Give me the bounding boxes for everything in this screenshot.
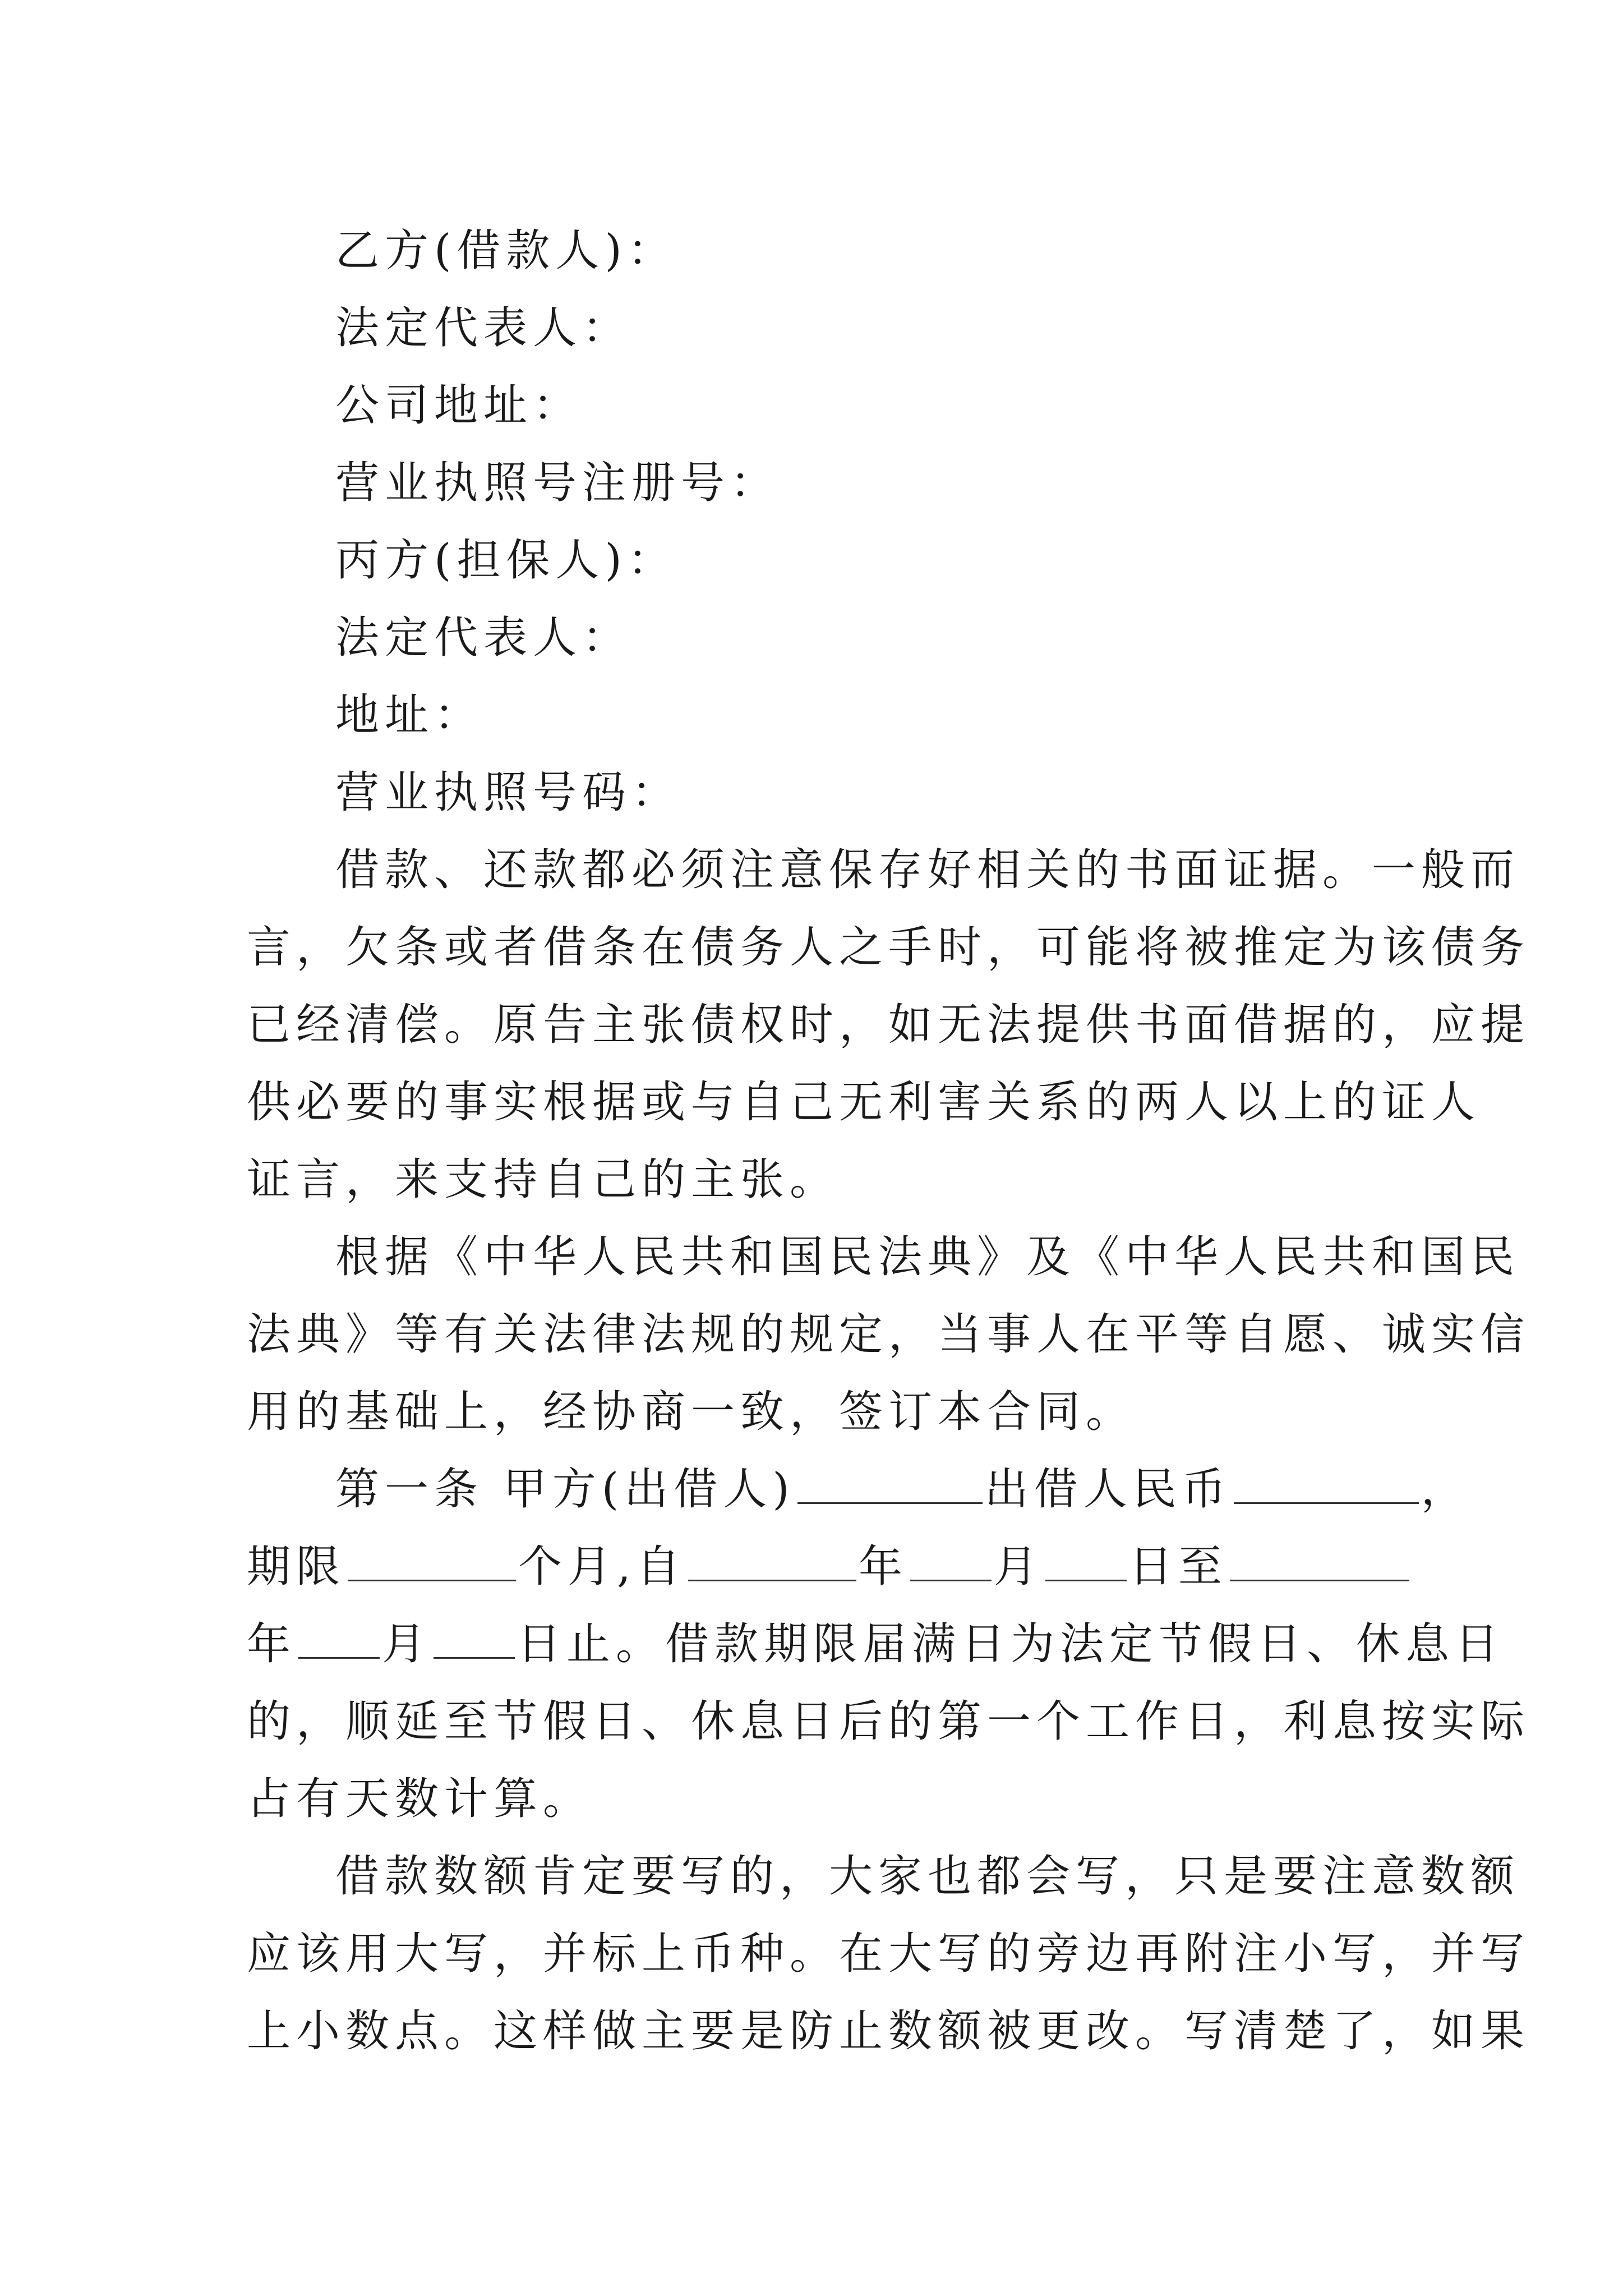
end-year-blank[interactable] bbox=[1230, 1544, 1409, 1581]
start-year-blank[interactable] bbox=[688, 1544, 856, 1581]
article-1-comma: ， bbox=[1421, 1464, 1470, 1515]
text-line: 证言，来支持自己的主张。 bbox=[247, 1154, 840, 1205]
text-line: 应该用大写，并标上币种。在大写的旁边再附注小写，并写 bbox=[247, 1929, 1530, 1979]
article-1-line-1 bbox=[247, 1451, 1470, 1528]
start-day-blank[interactable] bbox=[1045, 1544, 1127, 1581]
term-months-blank[interactable] bbox=[348, 1544, 516, 1581]
amount-note-paragraph bbox=[247, 1838, 1530, 2070]
party-b-label: 乙方(借款人)： bbox=[335, 226, 677, 276]
end-month-blank[interactable] bbox=[298, 1621, 380, 1659]
text-line: 根据《中华人民共和国民法典》及《中华人民共和国民 bbox=[335, 1232, 1520, 1282]
text-line: 借款数额肯定要写的，大家也都会写，只是要注意数额 bbox=[335, 1851, 1520, 1902]
document-body bbox=[247, 212, 1530, 2070]
months-from-label: 个月,自 bbox=[518, 1542, 686, 1592]
end-day-blank[interactable] bbox=[434, 1621, 515, 1659]
article-1-holiday-text: 日止。借款期限届满日为法定节假日、休息日 bbox=[517, 1619, 1505, 1669]
text-line: 法典》等有关法律法规的规定，当事人在平等自愿、诚实信 bbox=[247, 1309, 1530, 1360]
article-1-line-3 bbox=[247, 1605, 1505, 1683]
party-b-license-label: 营业执照号注册号： bbox=[335, 458, 780, 508]
year-label: 年 bbox=[247, 1619, 297, 1669]
party-c-representative-label: 法定代表人： bbox=[335, 613, 632, 663]
party-c-license-label: 营业执照号码： bbox=[335, 767, 681, 818]
start-month-blank[interactable] bbox=[910, 1544, 992, 1581]
article-1-paragraph bbox=[247, 1451, 1530, 1838]
lender-name-blank[interactable] bbox=[797, 1466, 983, 1504]
text-line: 的，顺延至节假日、休息日后的第一个工作日，利息按实际 bbox=[247, 1696, 1530, 1747]
party-b-representative-label: 法定代表人： bbox=[335, 303, 632, 353]
day-to-label: 日至 bbox=[1128, 1542, 1228, 1592]
text-line: 已经清偿。原告主张债权时，如无法提供书面借据的，应提 bbox=[247, 1000, 1530, 1050]
party-c-label: 丙方(担保人)： bbox=[335, 535, 677, 586]
article-1-lender-label: 第一条 甲方(出借人) bbox=[335, 1464, 795, 1515]
amount-blank[interactable] bbox=[1234, 1466, 1419, 1504]
text-line: 言，欠条或者借条在债务人之手时，可能将被推定为该债务 bbox=[247, 922, 1530, 973]
text-line: 占有天数计算。 bbox=[247, 1774, 593, 1824]
text-line: 用的基础上，经协商一致，签订本合同。 bbox=[247, 1387, 1136, 1437]
year-label: 年 bbox=[858, 1542, 908, 1592]
evidence-paragraph bbox=[247, 831, 1530, 1218]
legal-basis-paragraph bbox=[247, 1218, 1530, 1451]
text-line: 上小数点。这样做主要是防止数额被更改。写清楚了，如果 bbox=[247, 2006, 1530, 2056]
text-line: 借款、还款都必须注意保存好相关的书面证据。一般而 bbox=[335, 845, 1520, 895]
article-1-line-2 bbox=[247, 1528, 1396, 1605]
article-1-amount-label: 出借人民币 bbox=[984, 1464, 1232, 1515]
term-label: 期限 bbox=[247, 1542, 346, 1592]
month-label: 月 bbox=[993, 1542, 1043, 1592]
party-b-address-label: 公司地址： bbox=[335, 380, 583, 431]
text-line: 供必要的事实根据或与自己无利害关系的两人以上的证人 bbox=[247, 1077, 1481, 1128]
party-c-address-label: 地址： bbox=[335, 690, 484, 740]
month-label: 月 bbox=[382, 1619, 432, 1669]
